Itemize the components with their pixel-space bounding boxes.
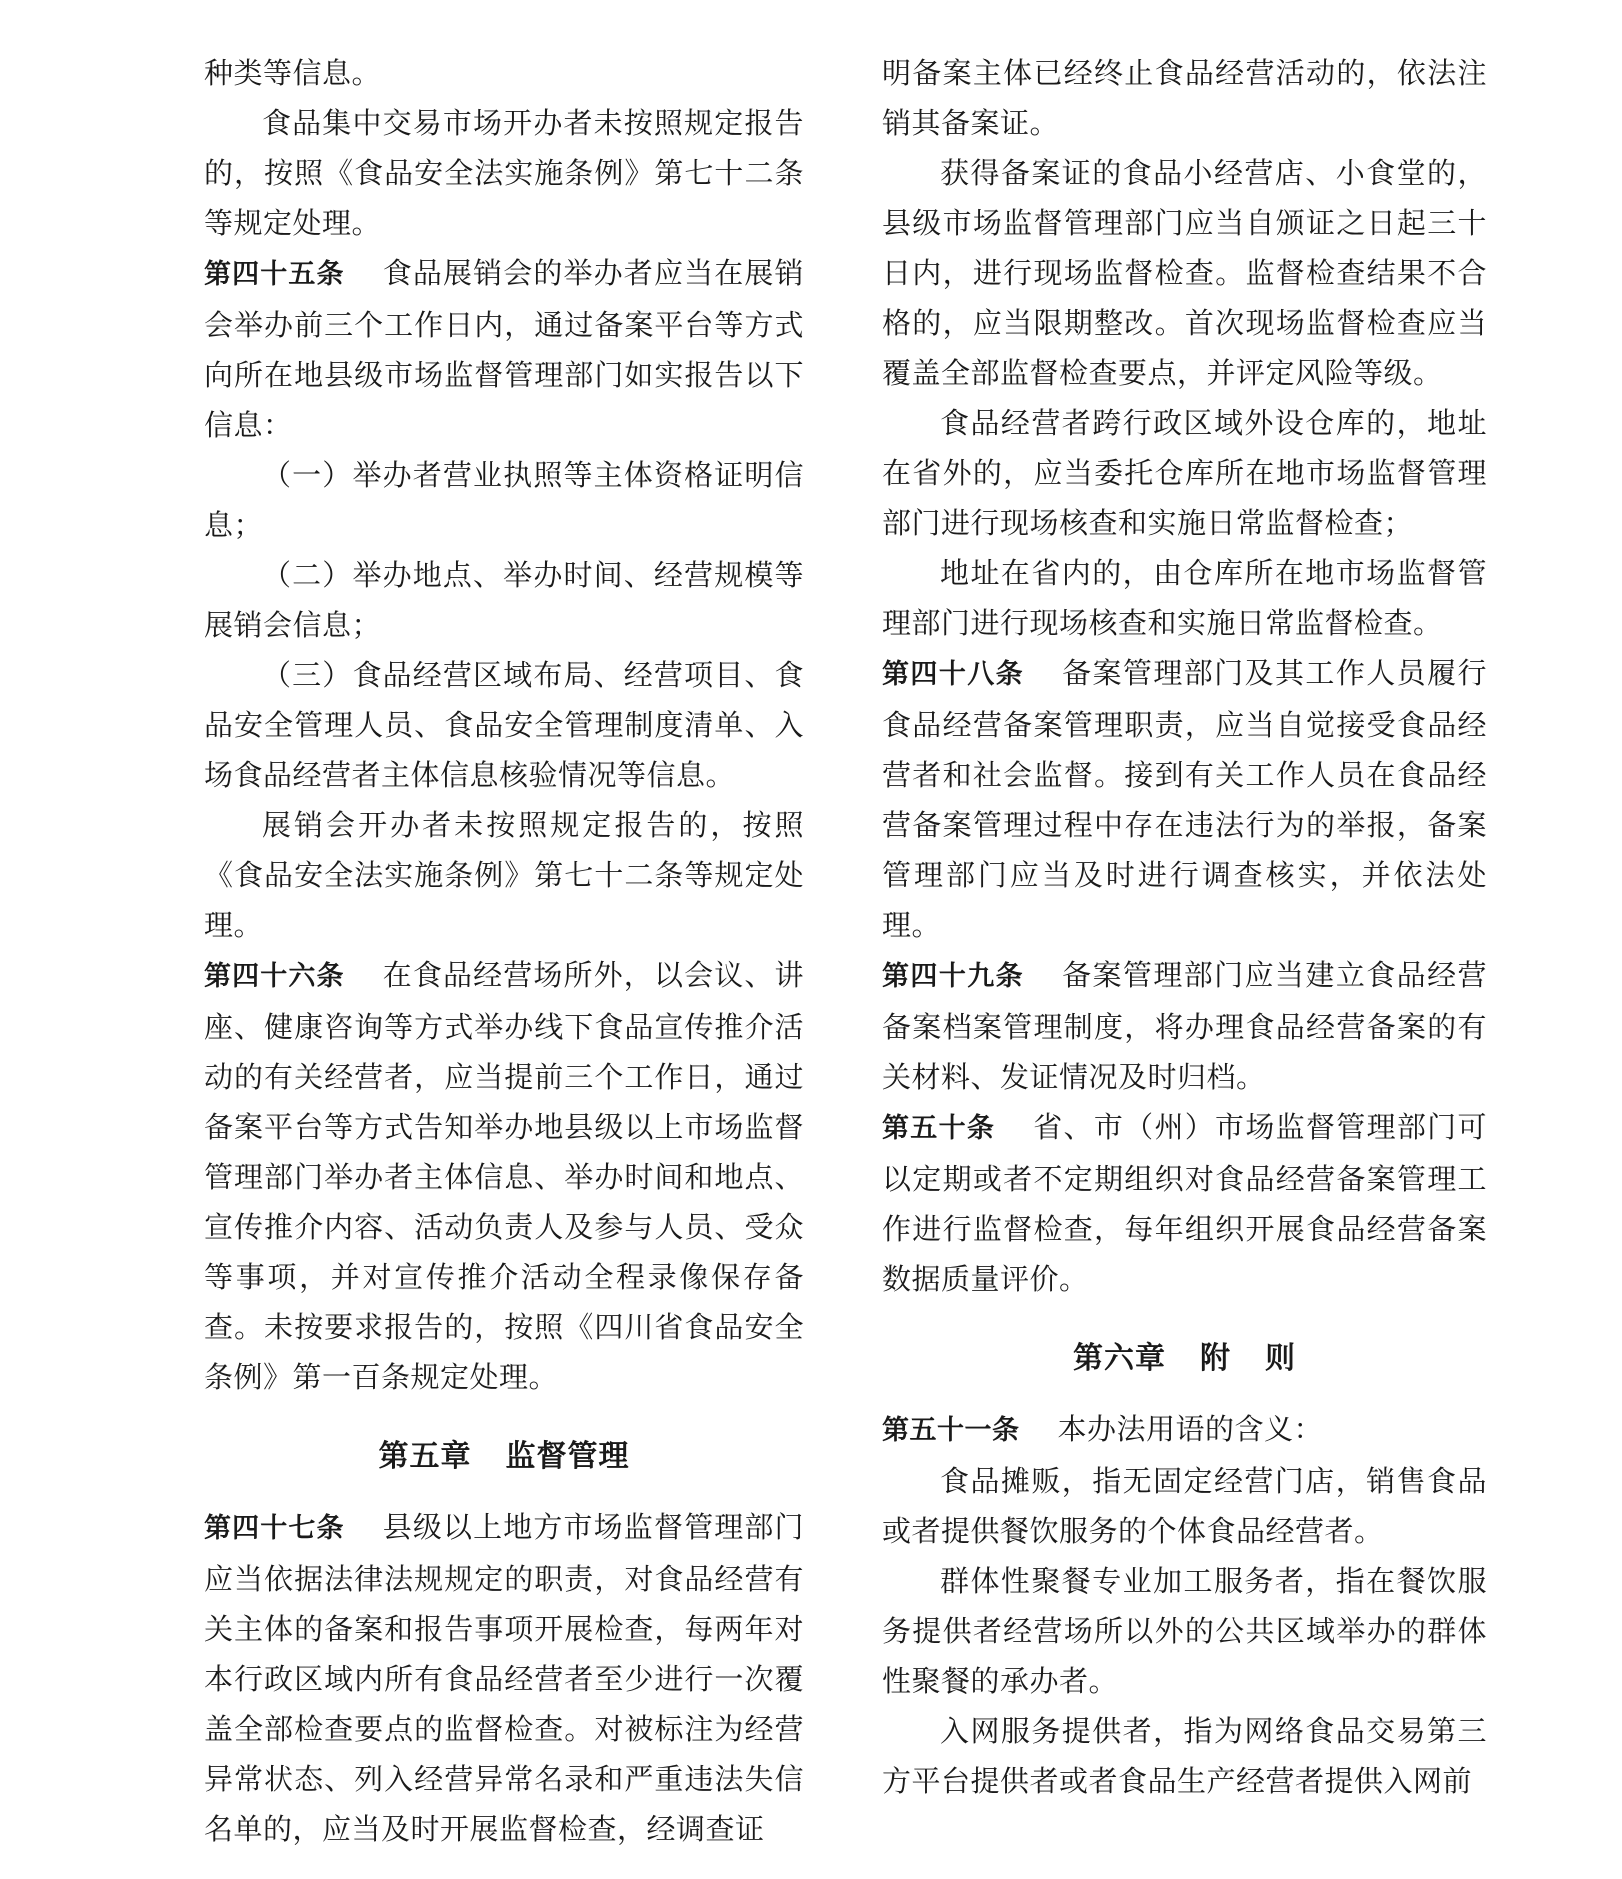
article-46 [204,950,804,1402]
article-text: 备案管理部门应当建立食品经营备案档案管理制度，将办理食品经营备案的有关材料、发证情况及时归档。 [882,958,1487,1094]
article-text: 本办法用语的含义： [1057,1412,1324,1446]
list-item: （一）举办者营业执照等主体资格证明信息； [204,458,804,542]
left-column [204,48,804,1854]
chapter-heading [204,1432,804,1482]
paragraph: 展销会开办者未按照规定报告的，按照《食品安全法实施条例》第七十二条等规定处理。 [204,808,804,942]
chapter-number: 第六章 [1073,1341,1166,1376]
article-45 [204,248,804,450]
chapter-heading [882,1334,1487,1384]
paragraph: 食品集中交易市场开办者未按照规定报告的，按照《食品安全法实施条例》第七十二条等规定处理。 [204,106,804,240]
article-heading: 第五十一条 [882,1415,1020,1446]
article-heading: 第四十八条 [882,659,1025,690]
paragraph: 明备案主体已经终止食品经营活动的，依法注销其备案证。 [882,56,1487,140]
article-47 [204,1502,804,1854]
paragraph: 地址在省内的，由仓库所在地市场监督管理部门进行现场核查和实施日常监督检查。 [882,556,1487,640]
chapter-number: 第五章 [378,1439,472,1474]
article-text: 备案管理部门及其工作人员履行食品经营备案管理职责，应当自觉接受食品经营者和社会监督。接到有关工作人员在食品经营备案管理过程中存在违法行为的举报，备案管理部门应当及时进行调查核实，并依法处理。 [882,656,1487,942]
article-heading: 第四十五条 [204,259,345,290]
article-heading: 第四十九条 [882,961,1025,992]
definition: 入网服务提供者，指为网络食品交易第三方平台提供者或者食品生产经营者提供入网前 [882,1714,1487,1798]
paragraph: 食品经营者跨行政区域外设仓库的，地址在省外的，应当委托仓库所在地市场监督管理部门进行现场核查和实施日常监督检查； [882,406,1487,540]
article-48 [882,648,1487,950]
article-text: 县级以上地方市场监督管理部门应当依据法律法规规定的职责，对食品经营有关主体的备案和报告事项开展检查，每两年对本行政区域内所有食品经营者至少进行一次覆盖全部检查要点的监督检查。对被标注为经营异常状态、列入经营异常名录和严重违法失信名单的，应当及时开展监督检查，经调查证 [204,1510,804,1846]
list-item: （三）食品经营区域布局、经营项目、食品安全管理人员、食品安全管理制度清单、入场食品经营者主体信息核验情况等信息。 [204,658,804,792]
article-text: 省、市（州）市场监督管理部门可以定期或者不定期组织对食品经营备案管理工作进行监督检查，每年组织开展食品经营备案数据质量评价。 [882,1110,1487,1296]
definition: 群体性聚餐专业加工服务者，指在餐饮服务提供者经营场所以外的公共区域举办的群体性聚餐的承办者。 [882,1564,1487,1698]
article-heading: 第五十条 [882,1113,996,1144]
article-49 [882,950,1487,1102]
article-heading: 第四十七条 [204,1513,345,1544]
chapter-title-part: 附 [1200,1341,1231,1376]
paragraph: 种类等信息。 [204,56,382,90]
paragraph: 获得备案证的食品小经营店、小食堂的，县级市场监督管理部门应当自颁证之日起三十日内，进行现场监督检查。监督检查结果不合格的，应当限期整改。首次现场监督检查应当覆盖全部监督检查要点，并评定风险等级。 [882,156,1487,390]
chapter-title-part: 则 [1265,1341,1296,1376]
list-item: （二）举办地点、举办时间、经营规模等展销会信息； [204,558,804,642]
article-text: 在食品经营场所外，以会议、讲座、健康咨询等方式举办线下食品宣传推介活动的有关经营者，应当提前三个工作日，通过备案平台等方式告知举办地县级以上市场监督管理部门举办者主体信息、举办时间和地点、宣传推介内容、活动负责人及参与人员、受众等事项，并对宣传推介活动全程录像保存备查。未按要求报告的，按照《四川省食品安全条例》第一百条规定处理。 [204,958,804,1394]
chapter-title: 监督管理 [505,1439,630,1474]
article-text: 食品展销会的举办者应当在展销会举办前三个工作日内，通过备案平台等方式向所在地县级市场监督管理部门如实报告以下信息： [204,256,804,442]
article-51 [882,1404,1487,1456]
definition: 食品摊贩，指无固定经营门店，销售食品或者提供餐饮服务的个体食品经营者。 [882,1464,1487,1548]
article-heading: 第四十六条 [204,961,345,992]
article-50 [882,1102,1487,1304]
right-column [882,48,1487,1806]
